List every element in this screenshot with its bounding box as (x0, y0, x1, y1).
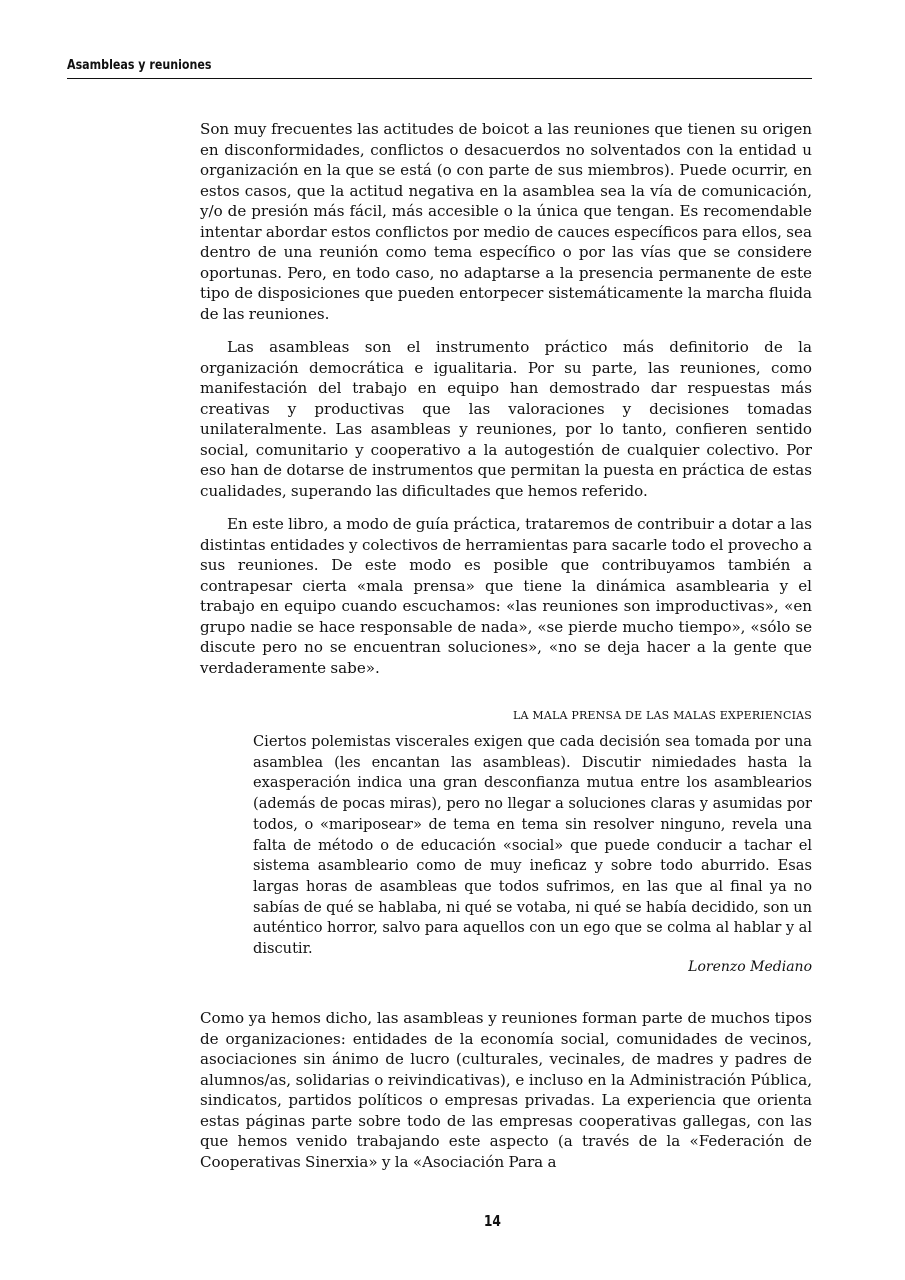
paragraph-boicot: Son muy frecuentes las actitudes de boicot a las reuniones que tienen su origen en disconformidades, conflictos o desacuerdos no solventados con la entidad u organización en la que se está (o con parte de sus miembros). Puede ocurrir, en estos casos, que la actitud negativa en la asamblea sea la vía de comunicación, y/o de presión más fácil, más accesible o la única que tengan. Es recomendable intentar abordar estos conflictos por medio de cauces específicos para ellos, sea dentro de una reunión como tema específico o por las vías que se considere oportunas. Pero, en todo caso, no adaptarse a la presencia permanente de este tipo de disposiciones que pueden entorpecer sistemáticamente la marcha fluida de las reuniones. (200, 120, 812, 323)
quote-author: Lorenzo Mediano (688, 959, 812, 975)
page-number (0, 1212, 905, 1230)
quote-text: Ciertos polemistas viscerales exigen que cada decisión sea tomada por una asamblea (les encantan las asambleas). Discutir nimiedades hasta la exasperación indica una gran desconfianza mutua entre los asamblearios (además de pocas miras), pero no llegar a soluciones claras y asumidas por todos, o «mariposear» de tema en tema sin resolver ninguno, revela una falta de método o de educación «social» que puede conducir a tachar el sistema asambleario como de muy ineficaz y sobre todo aburrido. Esas largas horas de asambleas que todos sufrimos, en las que al final ya no sabías de qué se hablaba, ni qué se votaba, ni qué se había decidido, son un auténtico horror, salvo para aquellos con un ego que se colma al hablar y al discutir. (253, 733, 812, 958)
page-number-label: 14 (483, 1212, 502, 1230)
paragraph-instrumento: Las asambleas son el instrumento práctico más definitorio de la organización democrática e igualitaria. Por su parte, las reuniones, como manifestación del trabajo en equipo han demostrado dar respuestas más creativas y productivas que las valoraciones y decisiones tomadas unilateralmente. Las asambleas y reuniones, por lo tanto, confieren sentido social, comunitario y cooperativo a la autogestión de cualquier colectivo. Por eso han de dotarse de instrumentos que permitan la puesta en práctica de estas cualidades, superando las dificultades que hemos referido. (200, 338, 812, 500)
paragraph-libro: En este libro, a modo de guía práctica, trataremos de contribuir a dotar a las distintas entidades y colectivos de herramientas para sacarle todo el provecho a sus reuniones. De este modo es posible que contribuyamos también a contrapesar cierta «mala prensa» que tiene la dinámica asamblearia y el trabajo en equipo cuando escuchamos: «las reuniones son improductivas», «en grupo nadie se hace responsable de nada», «se pierde mucho tiempo», «sólo se discute pero no se encuentran soluciones», «no se deja hacer a la gente que verdaderamente sabe». (200, 515, 812, 677)
paragraph-organizaciones: Como ya hemos dicho, las asambleas y reuniones forman parte de muchos tipos de organizaciones: entidades de la economía social, comunidades de vecinos, asociaciones sin ánimo de lucro (culturales, vecinales, de madres y padres de alumnos/as, solidarias o reivindicativas), e incluso en la Administración Pública, sindicatos, partidos políticos o empresas privadas. La experiencia que orienta estas páginas parte sobre todo de las empresas cooperativas gallegas, con las que hemos venido trabajando este aspecto (a través de la «Federación de Cooperativas Sinerxia» y la «Asociación Para a (200, 1009, 812, 1171)
quote-box-title: LA MALA PRENSA DE LAS MALAS EXPERIENCIAS (513, 709, 812, 722)
running-header (67, 56, 812, 79)
running-title: Asambleas y reuniones (67, 57, 212, 73)
